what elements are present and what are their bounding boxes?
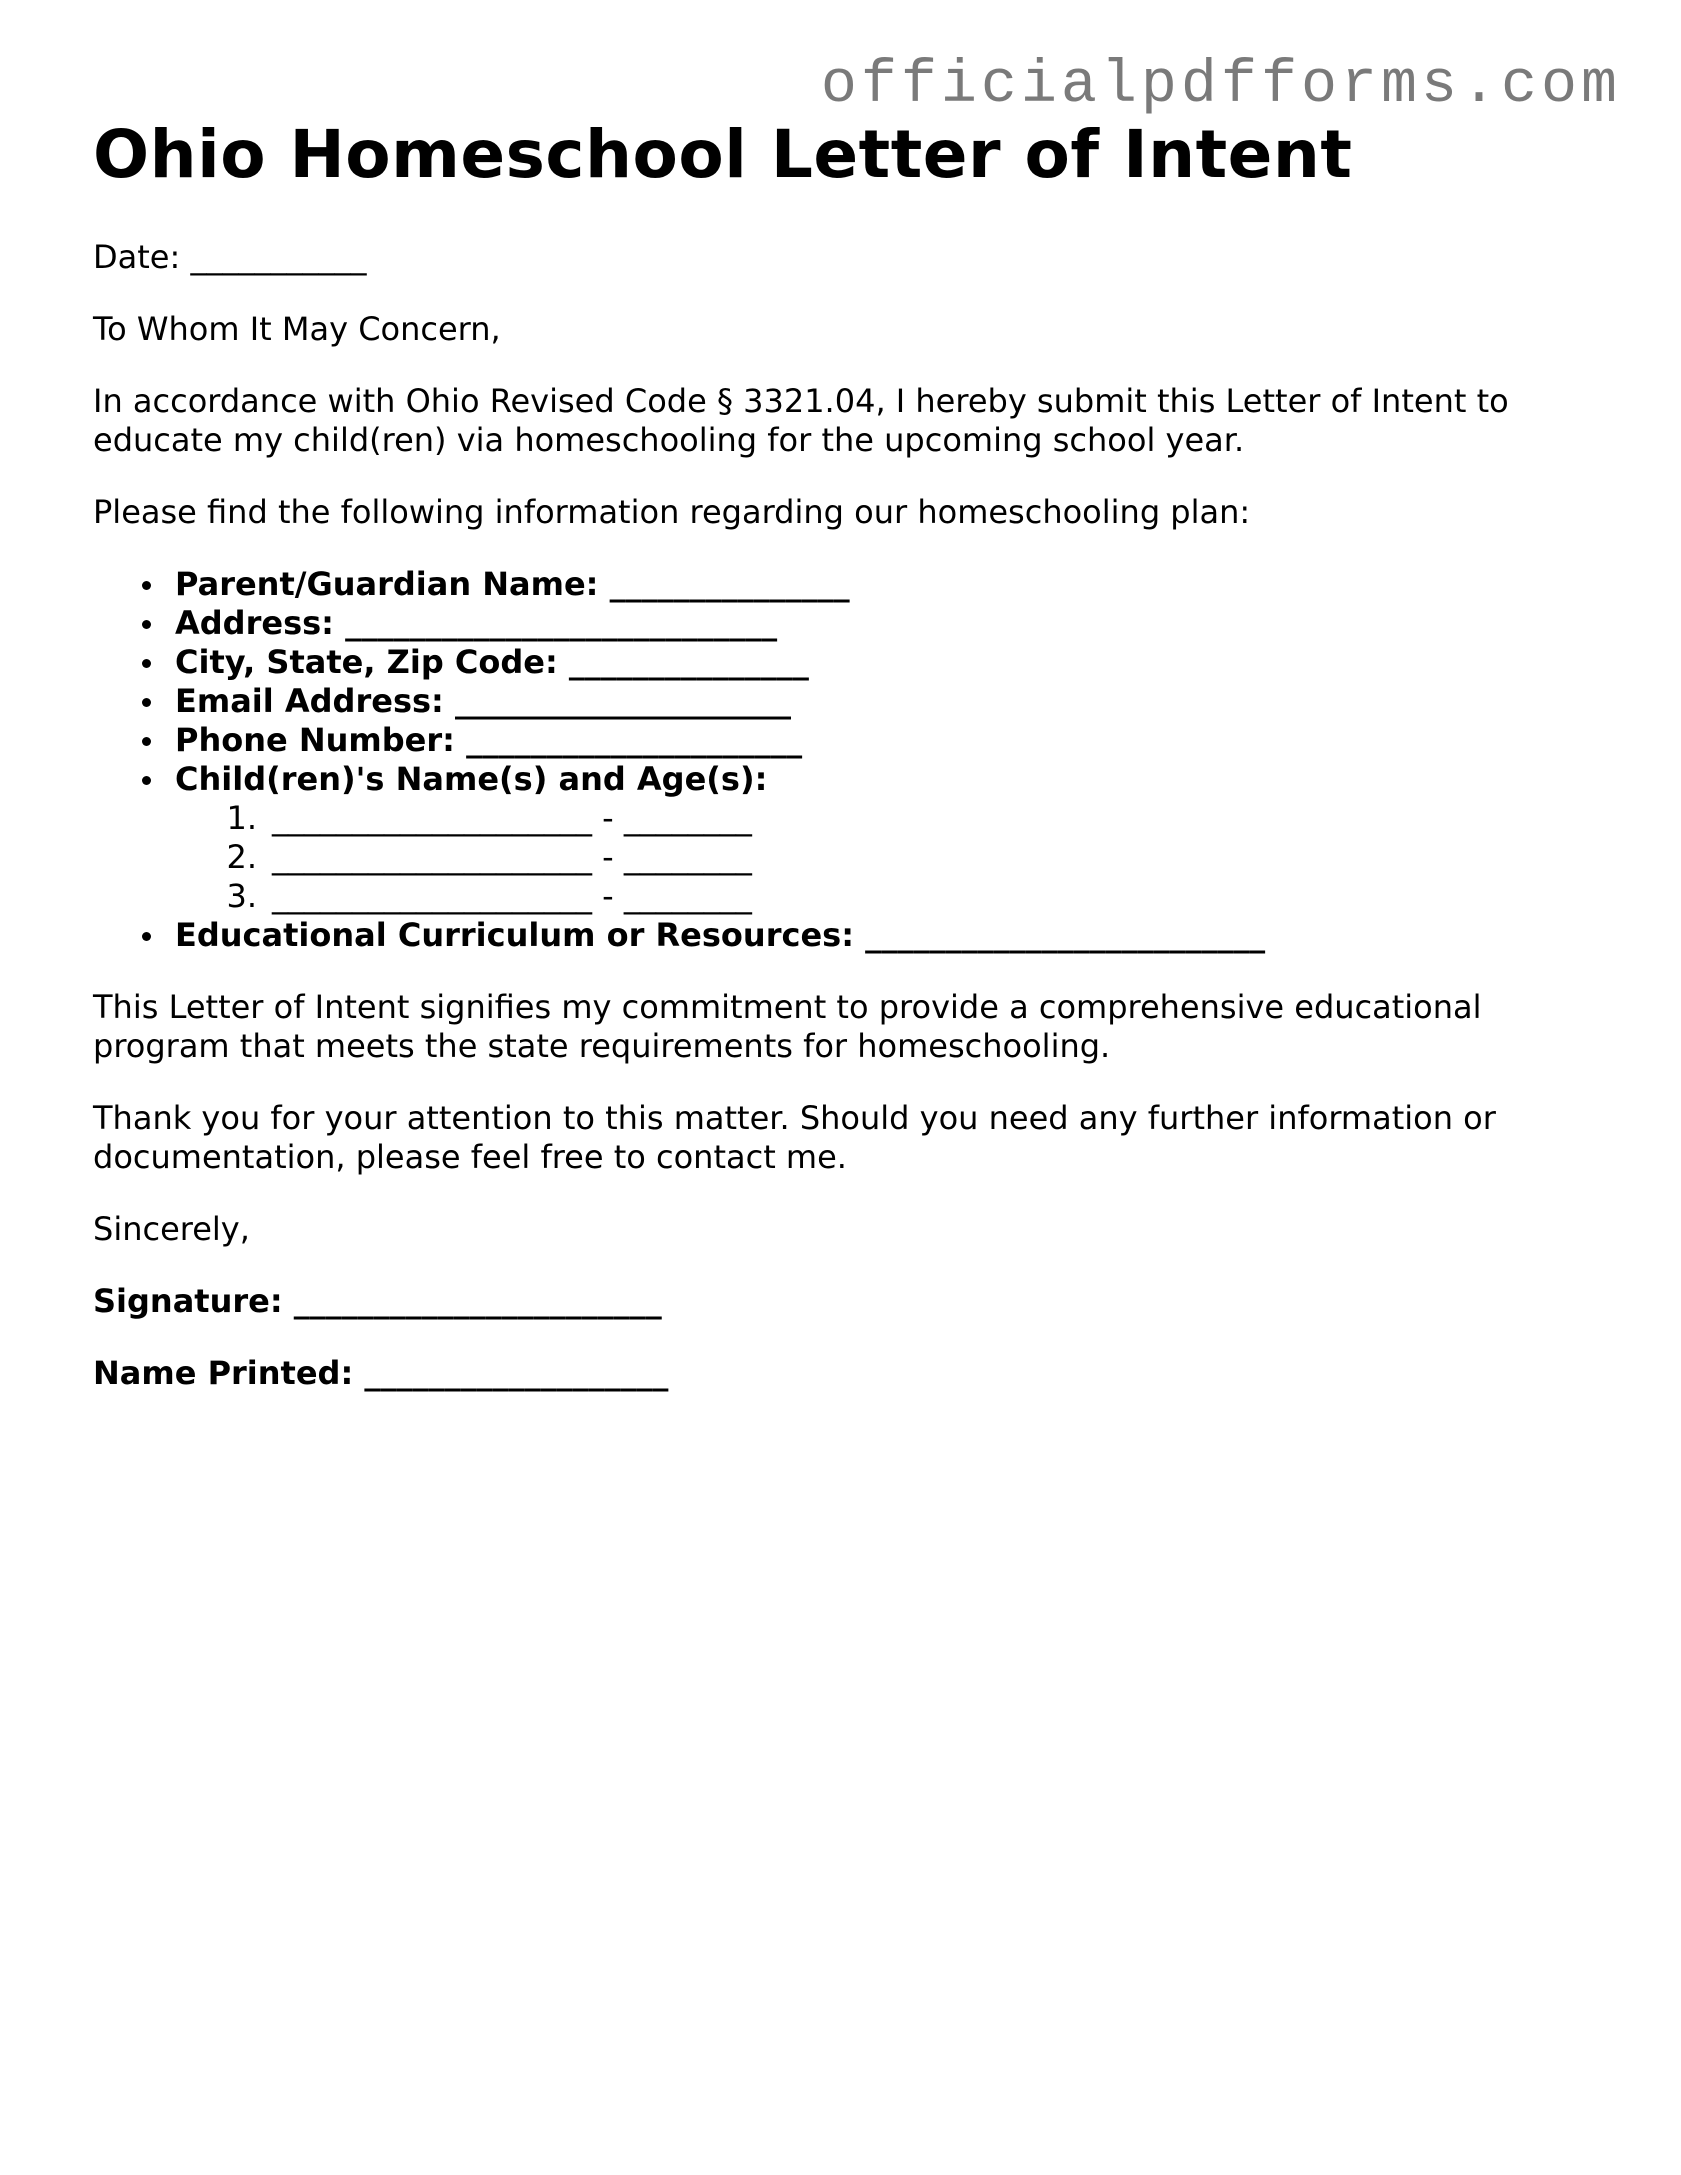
document-title: Ohio Homeschool Letter of Intent [93,116,1353,193]
name-printed-field[interactable]: Name Printed: ___________________ [93,1354,669,1392]
watermark: officialpdfforms.com [820,52,1621,120]
children-item [175,760,1593,916]
parent-name-field[interactable]: Parent/Guardian Name: _______________ [175,565,1593,604]
salutation: To Whom It May Concern, [93,310,501,348]
city-state-zip-field[interactable]: City, State, Zip Code: _______________ [175,643,1593,682]
thanks-paragraph: Thank you for your attention to this matter. Should you need any further information or documentation, please feel free to contact me. [93,1099,1496,1176]
signature-field[interactable]: Signature: _______________________ [93,1282,662,1320]
child-number: 2. [226,838,257,876]
commitment-paragraph: This Letter of Intent signifies my commitment to provide a comprehensive educational program that meets the state requirements for homeschooling. [93,988,1482,1065]
email-field[interactable]: Email Address: _____________________ [175,682,1593,721]
children-list [175,799,1593,916]
child-name-age-field[interactable]: ____________________ - ________ [272,838,752,876]
date-field[interactable]: Date: ___________ [93,238,367,276]
child-number: 3. [226,877,257,915]
child-name-age-field[interactable]: ____________________ - ________ [272,877,752,915]
info-list [93,565,1593,955]
child-number: 1. [226,799,257,837]
address-field[interactable]: Address: ___________________________ [175,604,1593,643]
closing: Sincerely, [93,1210,250,1248]
curriculum-field[interactable]: Educational Curriculum or Resources: _________________________ [175,916,1593,955]
child-name-age-field[interactable]: ____________________ - ________ [272,799,752,837]
children-label: Child(ren)'s Name(s) and Age(s): [175,760,768,798]
intro-paragraph: In accordance with Ohio Revised Code § 3321.04, I hereby submit this Letter of Intent to educate my child(ren) via homeschooling for the upcoming school year. [93,382,1509,459]
letter-document [93,110,1593,1393]
child-entry[interactable] [215,799,1593,838]
child-entry[interactable] [215,838,1593,877]
info-intro: Please find the following information regarding our homeschooling plan: [93,493,1251,531]
child-entry[interactable] [215,877,1593,916]
phone-field[interactable]: Phone Number: _____________________ [175,721,1593,760]
